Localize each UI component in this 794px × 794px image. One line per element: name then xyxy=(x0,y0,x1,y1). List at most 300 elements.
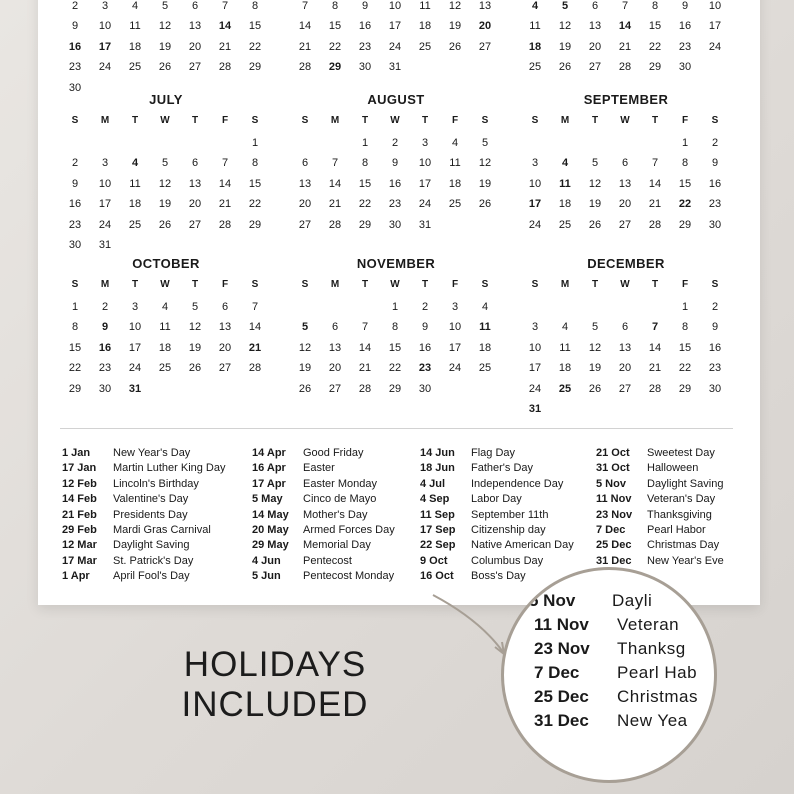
day-cell: 18 xyxy=(448,177,462,190)
day-cell: 20 xyxy=(328,362,342,375)
day-cell: 1 xyxy=(251,137,259,149)
day-cell: 16 xyxy=(388,177,402,190)
magnified-holiday-name: New Yea xyxy=(617,711,688,730)
day-cell: 9 xyxy=(101,321,109,334)
day-cell: 8 xyxy=(71,321,79,334)
day-cell: 23 xyxy=(708,362,722,375)
day-cell: 11 xyxy=(129,177,141,190)
weekday-label: T xyxy=(131,114,139,126)
holiday-name: Labor Day xyxy=(471,493,522,506)
day-cell: 5 xyxy=(191,301,199,313)
day-cell: 13 xyxy=(328,341,342,354)
day-cell: 12 xyxy=(158,20,172,33)
day-cell: 9 xyxy=(361,0,369,12)
weekday-label: T xyxy=(361,278,369,290)
day-cell: 19 xyxy=(588,362,602,375)
day-cell: 2 xyxy=(71,0,79,12)
holiday-date: 17 Mar xyxy=(62,554,97,567)
weekday-label: S xyxy=(531,114,539,126)
weekday-label: T xyxy=(191,278,199,290)
magnified-holiday-date: 11 Nov xyxy=(534,615,589,634)
day-cell: 16 xyxy=(708,177,722,190)
day-cell: 21 xyxy=(328,198,342,211)
day-cell: 6 xyxy=(591,0,599,12)
month-title: DECEMBER xyxy=(587,256,665,271)
day-cell: 13 xyxy=(588,20,602,33)
day-cell: 9 xyxy=(71,177,79,190)
holiday-name: Mardi Gras Carnival xyxy=(113,523,211,536)
weekday-label: W xyxy=(620,114,630,126)
day-cell: 8 xyxy=(361,157,369,170)
day-cell: 2 xyxy=(421,301,429,313)
day-cell: 25 xyxy=(558,382,572,395)
holiday-date: 1 Apr xyxy=(62,570,90,583)
holiday-name: Christmas Day xyxy=(647,539,720,552)
holiday-name: Valentine's Day xyxy=(113,493,189,506)
weekday-label: T xyxy=(421,278,429,290)
day-cell: 4 xyxy=(161,301,169,313)
holiday-name: Martin Luther King Day xyxy=(113,462,226,475)
holiday-name: Father's Day xyxy=(471,462,534,475)
day-cell: 14 xyxy=(218,177,232,190)
day-cell: 29 xyxy=(388,382,402,395)
weekday-label: S xyxy=(711,114,719,126)
day-cell: 15 xyxy=(248,177,262,190)
day-cell: 13 xyxy=(188,177,202,190)
day-cell: 20 xyxy=(218,341,232,354)
day-cell: 11 xyxy=(559,341,571,354)
day-cell: 8 xyxy=(681,157,689,170)
day-cell: 11 xyxy=(159,321,171,334)
holiday-date: 18 Jun xyxy=(420,462,455,475)
holiday-name: Mother's Day xyxy=(303,508,368,521)
weekday-label: W xyxy=(160,278,170,290)
day-cell: 24 xyxy=(448,362,462,375)
holiday-name: New Year's Day xyxy=(113,447,191,459)
day-cell: 30 xyxy=(358,61,372,74)
weekday-label: F xyxy=(681,278,689,290)
day-cell: 29 xyxy=(328,61,342,74)
day-cell: 20 xyxy=(188,40,202,53)
day-cell: 30 xyxy=(68,81,82,94)
day-cell: 27 xyxy=(618,218,632,231)
day-cell: 7 xyxy=(221,0,229,12)
holiday-date: 11 Nov xyxy=(596,493,632,506)
holiday-date: 25 Dec xyxy=(596,539,632,552)
weekday-label: S xyxy=(251,114,259,126)
day-cell: 30 xyxy=(678,61,692,74)
day-cell: 21 xyxy=(298,40,312,53)
day-cell: 12 xyxy=(588,341,602,354)
day-cell: 29 xyxy=(248,218,262,231)
day-cell: 23 xyxy=(418,362,432,375)
day-cell: 17 xyxy=(98,198,112,211)
day-cell: 5 xyxy=(161,157,169,170)
holiday-name: Daylight Saving xyxy=(113,539,190,552)
day-cell: 21 xyxy=(648,362,662,375)
day-cell: 10 xyxy=(128,321,142,334)
day-cell: 3 xyxy=(531,157,539,170)
holiday-date: 5 May xyxy=(252,493,283,506)
day-cell: 7 xyxy=(301,0,309,12)
day-cell: 31 xyxy=(388,61,402,74)
day-cell: 29 xyxy=(648,61,662,74)
day-cell: 7 xyxy=(651,321,659,334)
day-cell: 7 xyxy=(221,157,229,170)
day-cell: 10 xyxy=(708,0,722,12)
day-cell: 23 xyxy=(388,198,402,211)
holiday-date: 29 May xyxy=(252,539,289,552)
day-cell: 23 xyxy=(358,40,372,53)
day-cell: 4 xyxy=(561,321,569,334)
day-cell: 10 xyxy=(98,177,112,190)
day-cell: 19 xyxy=(558,40,572,53)
day-cell: 14 xyxy=(218,20,232,33)
day-cell: 29 xyxy=(358,218,372,231)
holiday-name: Columbus Day xyxy=(471,554,544,567)
day-cell: 16 xyxy=(418,341,432,354)
day-cell: 15 xyxy=(358,177,372,190)
holiday-date: 14 May xyxy=(252,508,289,521)
month-title: SEPTEMBER xyxy=(583,92,669,107)
tagline-line-1: HOLIDAYS xyxy=(183,645,367,684)
holiday-date: 12 Mar xyxy=(62,539,97,552)
holiday-name: Memorial Day xyxy=(303,539,371,552)
day-cell: 28 xyxy=(648,382,662,395)
day-cell: 9 xyxy=(421,321,429,334)
weekday-label: W xyxy=(390,278,400,290)
day-cell: 12 xyxy=(158,177,172,190)
day-cell: 19 xyxy=(448,20,462,33)
holiday-name: Daylight Saving xyxy=(647,477,724,490)
day-cell: 20 xyxy=(618,198,632,211)
day-cell: 30 xyxy=(68,238,82,251)
holiday-name: Easter xyxy=(303,462,335,475)
day-cell: 25 xyxy=(158,362,172,375)
day-cell: 29 xyxy=(248,61,262,74)
day-cell: 31 xyxy=(128,382,142,395)
weekday-label: S xyxy=(71,114,79,126)
weekday-label: T xyxy=(651,114,659,126)
holiday-name: Pentecost xyxy=(303,554,352,567)
day-cell: 26 xyxy=(588,382,602,395)
weekday-label: T xyxy=(361,114,369,126)
day-cell: 23 xyxy=(708,198,722,211)
day-cell: 20 xyxy=(588,40,602,53)
weekday-label: F xyxy=(221,114,229,126)
day-cell: 17 xyxy=(98,40,112,53)
weekday-label: M xyxy=(330,114,340,126)
day-cell: 15 xyxy=(68,341,82,354)
day-cell: 5 xyxy=(301,321,309,334)
day-cell: 18 xyxy=(558,198,572,211)
day-cell: 22 xyxy=(358,198,372,211)
day-cell: 17 xyxy=(528,362,542,375)
day-cell: 21 xyxy=(648,198,662,211)
day-cell: 8 xyxy=(251,0,259,12)
day-cell: 22 xyxy=(648,40,662,53)
weekday-label: T xyxy=(651,278,659,290)
weekday-label: W xyxy=(620,278,630,290)
day-cell: 5 xyxy=(591,157,599,170)
holiday-date: 22 Sep xyxy=(420,539,456,552)
day-cell: 12 xyxy=(188,321,202,334)
day-cell: 26 xyxy=(558,61,572,74)
day-cell: 13 xyxy=(298,177,312,190)
day-cell: 9 xyxy=(71,20,79,33)
day-cell: 24 xyxy=(98,61,112,74)
day-cell: 12 xyxy=(558,20,572,33)
day-cell: 3 xyxy=(421,137,429,149)
day-cell: 7 xyxy=(251,301,259,313)
holiday-name: Thanksgiving xyxy=(647,508,712,521)
day-cell: 11 xyxy=(449,157,461,170)
day-cell: 1 xyxy=(681,301,689,313)
day-cell: 18 xyxy=(158,341,172,354)
day-cell: 19 xyxy=(158,40,172,53)
day-cell: 24 xyxy=(708,40,722,53)
day-cell: 22 xyxy=(248,198,262,211)
weekday-label: F xyxy=(451,114,459,126)
day-cell: 26 xyxy=(588,218,602,231)
day-cell: 12 xyxy=(298,341,312,354)
day-cell: 24 xyxy=(128,362,142,375)
day-cell: 13 xyxy=(188,20,202,33)
day-cell: 18 xyxy=(418,20,432,33)
weekday-label: S xyxy=(301,278,309,290)
magnified-holiday-name: Thanksg xyxy=(617,639,686,658)
holiday-name: Presidents Day xyxy=(113,508,188,521)
holiday-name: Citizenship day xyxy=(471,523,546,536)
day-cell: 3 xyxy=(131,301,139,313)
day-cell: 24 xyxy=(388,40,402,53)
holiday-date: 1 Jan xyxy=(62,447,91,459)
day-cell: 16 xyxy=(68,198,82,211)
day-cell: 15 xyxy=(248,20,262,33)
day-cell: 4 xyxy=(451,137,459,149)
weekday-label: W xyxy=(390,114,400,126)
day-cell: 22 xyxy=(388,362,402,375)
day-cell: 28 xyxy=(218,61,232,74)
day-cell: 23 xyxy=(98,362,112,375)
day-cell: 17 xyxy=(708,20,722,33)
day-cell: 8 xyxy=(651,0,659,12)
day-cell: 22 xyxy=(678,362,692,375)
tagline-line-2: INCLUDED xyxy=(181,685,369,724)
day-cell: 28 xyxy=(358,382,372,395)
weekday-label: S xyxy=(481,278,489,290)
day-cell: 4 xyxy=(481,301,489,313)
day-cell: 18 xyxy=(478,341,492,354)
holiday-date: 9 Oct xyxy=(420,554,448,567)
day-cell: 27 xyxy=(618,382,632,395)
holiday-date: 17 Apr xyxy=(252,477,286,490)
day-cell: 19 xyxy=(478,177,492,190)
holiday-date: 23 Nov xyxy=(596,508,633,521)
day-cell: 26 xyxy=(158,218,172,231)
day-cell: 16 xyxy=(358,20,372,33)
day-cell: 25 xyxy=(448,198,462,211)
day-cell: 6 xyxy=(331,321,339,334)
holiday-name: April Fool's Day xyxy=(113,570,190,583)
day-cell: 15 xyxy=(678,341,692,354)
weekday-label: T xyxy=(421,114,429,126)
day-cell: 26 xyxy=(158,61,172,74)
day-cell: 31 xyxy=(98,238,112,251)
day-cell: 4 xyxy=(131,0,139,12)
holiday-date: 12 Feb xyxy=(62,477,97,490)
day-cell: 21 xyxy=(618,40,632,53)
weekday-label: M xyxy=(560,114,570,126)
holiday-name: Pentecost Monday xyxy=(303,570,395,583)
day-cell: 28 xyxy=(298,61,312,74)
day-cell: 25 xyxy=(478,362,492,375)
day-cell: 11 xyxy=(419,0,431,12)
weekday-label: M xyxy=(100,114,110,126)
day-cell: 2 xyxy=(101,301,109,313)
day-cell: 13 xyxy=(618,177,632,190)
holiday-name: Native American Day xyxy=(471,539,574,552)
day-cell: 30 xyxy=(98,382,112,395)
day-cell: 10 xyxy=(528,177,542,190)
day-cell: 5 xyxy=(481,137,489,149)
day-cell: 27 xyxy=(588,61,602,74)
magnified-holiday-name: Pearl Hab xyxy=(617,663,698,682)
day-cell: 27 xyxy=(478,40,492,53)
day-cell: 25 xyxy=(418,40,432,53)
weekday-label: S xyxy=(71,278,79,290)
day-cell: 12 xyxy=(478,157,492,170)
day-cell: 12 xyxy=(588,177,602,190)
day-cell: 29 xyxy=(678,218,692,231)
holiday-name: New Year's Eve xyxy=(647,554,724,567)
day-cell: 18 xyxy=(128,198,142,211)
day-cell: 9 xyxy=(711,157,719,170)
magnified-holiday-date: 5 Nov xyxy=(529,591,576,610)
weekday-label: M xyxy=(100,278,110,290)
day-cell: 16 xyxy=(68,40,82,53)
day-cell: 11 xyxy=(559,177,571,190)
day-cell: 6 xyxy=(621,157,629,170)
day-cell: 22 xyxy=(248,40,262,53)
weekday-label: F xyxy=(451,278,459,290)
day-cell: 30 xyxy=(388,218,402,231)
day-cell: 10 xyxy=(388,0,402,12)
day-cell: 23 xyxy=(68,61,82,74)
day-cell: 14 xyxy=(618,20,632,33)
weekday-label: S xyxy=(481,114,489,126)
holiday-name: September 11th xyxy=(471,508,549,521)
day-cell: 22 xyxy=(678,198,692,211)
day-cell: 21 xyxy=(218,40,232,53)
day-cell: 24 xyxy=(418,198,432,211)
holiday-name: Veteran's Day xyxy=(647,493,716,506)
holiday-date: 29 Feb xyxy=(62,523,97,536)
holiday-name: Lincoln's Birthday xyxy=(113,477,199,490)
day-cell: 13 xyxy=(618,341,632,354)
magnified-holiday-date: 23 Nov xyxy=(534,639,590,658)
holiday-name: Sweetest Day xyxy=(647,447,715,459)
day-cell: 2 xyxy=(711,301,719,313)
day-cell: 29 xyxy=(678,382,692,395)
day-cell: 3 xyxy=(451,301,459,313)
day-cell: 24 xyxy=(528,218,542,231)
magnified-holiday-name: Christmas xyxy=(617,687,699,706)
magnified-holiday-name: Veteran xyxy=(617,615,680,634)
day-cell: 2 xyxy=(391,137,399,149)
day-cell: 25 xyxy=(128,61,142,74)
day-cell: 25 xyxy=(528,61,542,74)
weekday-label: S xyxy=(301,114,309,126)
day-cell: 6 xyxy=(191,0,199,12)
magnified-holiday-date: 7 Dec xyxy=(534,663,580,682)
day-cell: 7 xyxy=(621,0,629,12)
holiday-name: Pearl Habor xyxy=(647,523,706,536)
day-cell: 16 xyxy=(708,341,722,354)
day-cell: 13 xyxy=(478,0,492,12)
day-cell: 30 xyxy=(418,382,432,395)
day-cell: 25 xyxy=(558,218,572,231)
day-cell: 3 xyxy=(101,157,109,170)
day-cell: 24 xyxy=(98,218,112,231)
holiday-name: Armed Forces Day xyxy=(303,523,395,536)
day-cell: 9 xyxy=(391,157,399,170)
day-cell: 23 xyxy=(68,218,82,231)
day-cell: 6 xyxy=(191,157,199,170)
day-cell: 10 xyxy=(448,321,462,334)
day-cell: 17 xyxy=(388,20,402,33)
day-cell: 10 xyxy=(528,341,542,354)
day-cell: 19 xyxy=(298,362,312,375)
day-cell: 6 xyxy=(301,157,309,170)
day-cell: 27 xyxy=(328,382,342,395)
day-cell: 19 xyxy=(588,198,602,211)
weekday-label: F xyxy=(221,278,229,290)
day-cell: 4 xyxy=(131,157,139,170)
day-cell: 8 xyxy=(391,321,399,334)
day-cell: 11 xyxy=(529,20,541,33)
day-cell: 3 xyxy=(101,0,109,12)
day-cell: 12 xyxy=(448,0,462,12)
holiday-date: 17 Sep xyxy=(420,523,456,536)
month-title: OCTOBER xyxy=(132,256,200,271)
weekday-label: T xyxy=(591,278,599,290)
day-cell: 30 xyxy=(708,382,722,395)
day-cell: 20 xyxy=(478,20,492,33)
holiday-date: 7 Dec xyxy=(596,523,626,536)
weekday-label: S xyxy=(531,278,539,290)
day-cell: 6 xyxy=(621,321,629,334)
holiday-date: 5 Nov xyxy=(596,477,626,490)
day-cell: 27 xyxy=(298,218,312,231)
day-cell: 28 xyxy=(328,218,342,231)
day-cell: 18 xyxy=(558,362,572,375)
day-cell: 5 xyxy=(561,0,569,12)
day-cell: 27 xyxy=(188,218,202,231)
holiday-name: Cinco de Mayo xyxy=(303,493,377,506)
day-cell: 21 xyxy=(358,362,372,375)
magnified-holiday-date: 31 Dec xyxy=(534,711,589,730)
day-cell: 8 xyxy=(681,321,689,334)
day-cell: 14 xyxy=(648,341,662,354)
weekday-label: W xyxy=(160,114,170,126)
day-cell: 15 xyxy=(678,177,692,190)
month-title: AUGUST xyxy=(367,92,425,107)
day-cell: 19 xyxy=(158,198,172,211)
holiday-date: 4 Jun xyxy=(252,554,281,567)
day-cell: 7 xyxy=(331,157,339,170)
day-cell: 7 xyxy=(361,321,369,334)
